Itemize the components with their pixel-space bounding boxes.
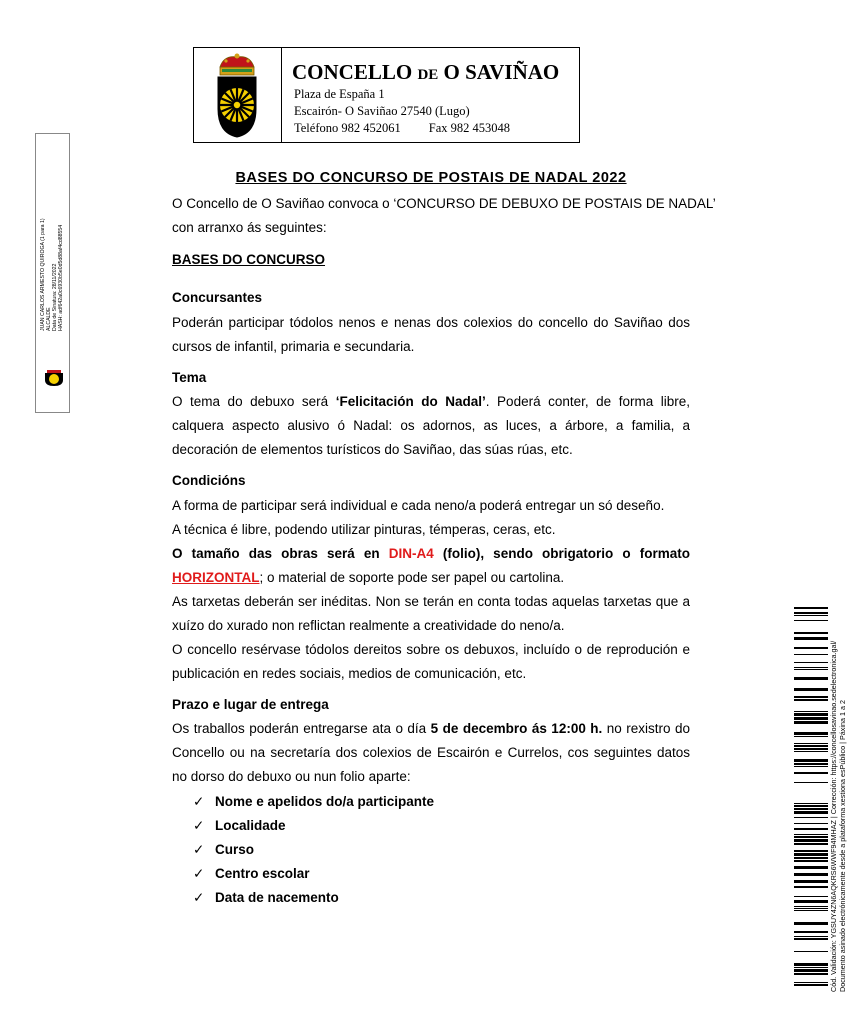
barcode-bar bbox=[794, 759, 828, 762]
barcode-bar bbox=[794, 688, 828, 691]
barcode-bar bbox=[794, 984, 828, 986]
check-icon: ✓ bbox=[193, 866, 205, 881]
barcode-bar bbox=[794, 669, 828, 670]
letterhead bbox=[193, 47, 580, 143]
bases-heading: BASES DO CONCURSO bbox=[172, 252, 326, 267]
barcode-bar bbox=[794, 951, 828, 952]
municipality-title: CONCELLO DE O SAVIÑAO bbox=[292, 60, 560, 84]
barcode-bar bbox=[794, 717, 828, 720]
barcode-bar bbox=[794, 632, 828, 634]
barcode-bar bbox=[794, 647, 828, 649]
barcode-bar bbox=[794, 973, 828, 975]
cond-line-4: As tarxetas deberán ser inéditas. Non se terán en conta todas aquelas tarxetas que a xuízo do xurado non reflictan realmente a creatividade do neno/a. bbox=[172, 594, 690, 633]
barcode-bar bbox=[794, 763, 828, 765]
barcode-bar bbox=[794, 808, 828, 810]
barcode-bar bbox=[794, 696, 828, 698]
small-coat-of-arms-icon bbox=[42, 369, 66, 387]
barcode-bar bbox=[794, 834, 828, 835]
condicions-heading: Condicións bbox=[172, 473, 246, 488]
list-item: ✓ Nome e apelidos do/a participante bbox=[193, 790, 434, 814]
barcode-bar bbox=[794, 805, 828, 807]
barcode-bar bbox=[794, 667, 828, 668]
validation-code: Cód. Validación: YGSUY4ZN6AQKRS6WWF94MHAZ | Corrección: https://concellosavinao.sedelectronica.gal/ bbox=[829, 640, 838, 992]
cond-line-5: O concello resérvase tódolos dereitos sobre os debuxos, incluído o de reprodución e publicación en redes sociais, medios de comunicación, etc. bbox=[172, 642, 690, 681]
barcode-bar bbox=[794, 963, 828, 966]
signer-role: ALCALDE bbox=[46, 307, 52, 331]
check-icon: ✓ bbox=[193, 842, 205, 857]
validation-strip bbox=[829, 640, 847, 992]
barcode-bar bbox=[794, 839, 828, 842]
barcode-bar bbox=[794, 969, 828, 972]
barcode-bar bbox=[794, 736, 828, 737]
barcode-bar bbox=[794, 772, 828, 774]
signature-strip bbox=[35, 133, 70, 413]
prazo-text: Os traballos poderán entregarse ata o día 5 de decembro ás 12:00 h. no rexistro do Concello ou na secretaría dos colexios de Escairón e Currelos, cos seguintes datos no dorso do debuxo ou nun folio aparte: bbox=[172, 721, 690, 784]
barcode-bar bbox=[794, 982, 828, 983]
concursantes-text: Poderán participar tódolos nenos e nenas dos colexios do concello do Saviñao dos cursos de infantil, primaria e secundaria. bbox=[172, 315, 690, 354]
coat-of-arms-cell bbox=[194, 48, 282, 142]
barcode-bar bbox=[794, 880, 828, 883]
prazo-heading: Prazo e lugar de entrega bbox=[172, 697, 329, 712]
document-title: BASES DO CONCURSO DE POSTAIS DE NADAL 2022 bbox=[235, 170, 627, 186]
barcode-bar bbox=[794, 936, 828, 937]
barcode-bar bbox=[794, 745, 828, 747]
fax: Fax 982 453048 bbox=[428, 121, 510, 135]
barcode-bar bbox=[794, 873, 828, 876]
barcode-bar bbox=[794, 938, 828, 940]
phone: Teléfono 982 452061 bbox=[294, 121, 401, 135]
barcode-bar bbox=[794, 908, 828, 909]
cond-line-1: A forma de participar será individual e cada neno/a poderá entregar un só deseño. bbox=[172, 498, 665, 513]
barcode-bar bbox=[794, 896, 828, 897]
barcode-bar bbox=[794, 866, 828, 869]
intro-line-2: con arranxo ás seguintes: bbox=[172, 220, 327, 235]
barcode-bar bbox=[794, 662, 828, 663]
barcode-bar bbox=[794, 817, 828, 818]
signature-date: Data de Sinatura: 28/11/2022 bbox=[52, 263, 58, 331]
address-line-2: Escairón- O Saviñao 27540 (Lugo) bbox=[294, 104, 470, 118]
signer-name: JUAN CARLOS ARMESTO QUIROGA (1 para 1) bbox=[40, 218, 46, 331]
barcode-bar bbox=[794, 612, 828, 614]
barcode-bar bbox=[794, 748, 828, 750]
barcode-bar bbox=[794, 860, 828, 862]
condicions-block bbox=[172, 494, 690, 686]
barcode-bar bbox=[794, 615, 828, 616]
barcode-bar bbox=[794, 743, 828, 744]
barcode-bar bbox=[794, 931, 828, 933]
signature-text bbox=[40, 141, 64, 331]
validation-note: Documento asinado electrónicamente desde a plataforma xestiona esPúblico | Páxina 1 a 2 bbox=[838, 700, 847, 992]
check-icon: ✓ bbox=[193, 818, 205, 833]
barcode-bar bbox=[794, 857, 828, 859]
barcode-bar bbox=[794, 906, 828, 907]
list-item: ✓ Data de nacemento bbox=[193, 886, 434, 910]
barcode-bar bbox=[794, 967, 828, 968]
intro-paragraph bbox=[172, 192, 716, 240]
barcode-bar bbox=[794, 823, 828, 824]
check-icon: ✓ bbox=[193, 794, 205, 809]
barcode-bar bbox=[794, 713, 828, 716]
list-item: ✓ Curso bbox=[193, 838, 434, 862]
barcode-bar bbox=[794, 850, 828, 852]
barcode-bar bbox=[794, 751, 828, 752]
validation-barcode bbox=[794, 607, 828, 990]
coat-of-arms-icon bbox=[214, 53, 260, 139]
barcode-bar bbox=[794, 711, 828, 712]
required-data-list bbox=[193, 790, 434, 910]
barcode-bar bbox=[794, 721, 828, 724]
barcode-bar bbox=[794, 766, 828, 767]
barcode-bar bbox=[794, 886, 828, 888]
list-item: ✓ Localidade bbox=[193, 814, 434, 838]
barcode-bar bbox=[794, 620, 828, 621]
barcode-bar bbox=[794, 699, 828, 701]
barcode-bar bbox=[794, 677, 828, 680]
cond-size: O tamaño das obras será en DIN-A4 (folio), sendo obrigatorio o formato HORIZONTAL; o material de soporte pode ser papel ou cartolina. bbox=[172, 546, 690, 585]
intro-line-1: O Concello de O Saviñao convoca o ‘CONCURSO DE DEBUXO DE POSTAIS DE NADAL’ bbox=[172, 196, 716, 211]
barcode-bar bbox=[794, 836, 828, 838]
concursantes-heading: Concursantes bbox=[172, 290, 263, 305]
barcode-bar bbox=[794, 828, 828, 830]
barcode-bar bbox=[794, 853, 828, 856]
signature-hash: HASH: adf642a0c6930b5e0d5d88af4cd88554 bbox=[58, 224, 64, 331]
address-line-1: Plaza de España 1 bbox=[294, 87, 385, 101]
check-icon: ✓ bbox=[193, 890, 205, 905]
barcode-bar bbox=[794, 803, 828, 804]
barcode-bar bbox=[794, 910, 828, 911]
barcode-bar bbox=[794, 654, 828, 655]
contact-line bbox=[294, 121, 510, 136]
barcode-bar bbox=[794, 900, 828, 903]
barcode-bar bbox=[794, 782, 828, 783]
barcode-bar bbox=[794, 607, 828, 609]
tema-heading: Tema bbox=[172, 370, 207, 385]
tema-text: O tema do debuxo será ‘Felicitación do Nadal’. Poderá conter, de forma libre, calquera aspecto alusivo ó Nadal: os adornos, as luces, a árbore, a familia, a decoración de elementos turísticos do Saviñao, das súas rúas, etc. bbox=[172, 394, 690, 457]
barcode-bar bbox=[794, 922, 828, 925]
barcode-bar bbox=[794, 637, 828, 640]
barcode-bar bbox=[794, 843, 828, 845]
barcode-bar bbox=[794, 732, 828, 735]
cond-line-2: A técnica é libre, podendo utilizar pinturas, témperas, ceras, etc. bbox=[172, 522, 556, 537]
list-item: ✓ Centro escolar bbox=[193, 862, 434, 886]
barcode-bar bbox=[794, 811, 828, 814]
